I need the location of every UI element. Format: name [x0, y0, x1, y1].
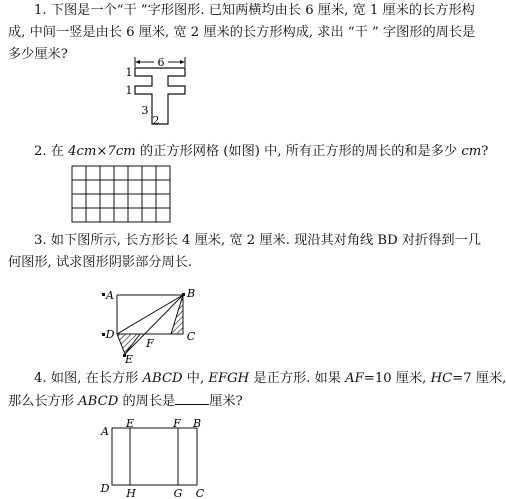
- problem-4-l1-abcd: ABCD: [142, 371, 183, 386]
- label-3: 3: [141, 104, 149, 117]
- label-D: D: [100, 482, 110, 495]
- problem-4-line-2: [8, 390, 243, 413]
- label-D: D: [105, 328, 115, 341]
- label-E: E: [125, 417, 135, 430]
- problem-4-l1-prefix: 4. 如图, 在长方形: [34, 371, 143, 386]
- problem-2-unit: cm: [461, 144, 482, 159]
- problem-1-line-3: 多少厘米?: [8, 47, 68, 62]
- label-B: B: [192, 417, 202, 430]
- answer-blank[interactable]: [175, 390, 209, 405]
- problem-4-l1-hc: HC: [430, 371, 453, 386]
- folded-rectangle-figure: [96, 284, 206, 364]
- label-1-top: 1: [125, 66, 133, 79]
- problem-4-l1-mid1: 中,: [182, 371, 209, 386]
- problem-2-prefix: 2. 在: [34, 144, 69, 159]
- problem-3-line-1: 3. 如下图所示, 长方形长 4 厘米, 宽 2 厘米. 现沿其对角线 BD 对折得到一几: [34, 233, 481, 248]
- label-C: C: [195, 487, 205, 499]
- label-6: 6: [157, 56, 165, 69]
- problem-4-l2-prefix: 那么长方形: [8, 394, 79, 409]
- problem-4-line-1: [34, 368, 506, 390]
- problem-1-line-1: 1. 下图是一个“干 ”字形图形. 已知两横均由长 6 厘米, 宽 1 厘米的长方形构: [34, 3, 475, 18]
- problem-4-l1-mid2: 是正方形. 如果: [249, 371, 346, 386]
- problem-1-line-2: 成, 中间一竖是由长 6 厘米, 宽 2 厘米的长方形构成, 求出 “干 ” 字图形的周长是: [8, 25, 476, 40]
- problem-2-end: ?: [481, 144, 489, 159]
- problem-4-l1-efgh: EFGH: [208, 371, 250, 386]
- label-F: F: [173, 417, 181, 430]
- square-grid-figure: [70, 164, 178, 226]
- gan-shape-figure: [118, 50, 198, 130]
- label-B: B: [186, 287, 196, 300]
- problem-2-line: [34, 141, 488, 163]
- label-1-bottom: 1: [125, 84, 133, 97]
- problem-4-l1-mid3: =10 厘米,: [363, 371, 431, 386]
- label-A: A: [106, 289, 114, 302]
- label-A: A: [101, 425, 109, 438]
- problem-3-line-2: 何图形, 试求图形阴影部分周长.: [8, 255, 193, 270]
- problem-2-mid: 的正方形网格 (如图) 中, 所有正方形的周长的和是多少: [135, 144, 462, 159]
- rectangle-square-figure: [100, 417, 210, 499]
- problem-4-l1-af: AF: [345, 371, 364, 386]
- label-E: E: [124, 353, 134, 366]
- label-H: H: [126, 487, 136, 499]
- problem-4-l1-end: =7 厘米,: [452, 371, 506, 386]
- problem-4-l2-abcd: ABCD: [78, 394, 119, 409]
- problem-4-l2-mid: 的周长是: [118, 394, 176, 409]
- problem-4-l2-end: 厘米?: [209, 394, 243, 409]
- label-2: 2: [152, 114, 160, 127]
- label-G: G: [173, 487, 183, 499]
- problem-2-dims: 4cm×7cm: [68, 144, 136, 159]
- label-F: F: [146, 337, 154, 350]
- label-C: C: [186, 330, 196, 343]
